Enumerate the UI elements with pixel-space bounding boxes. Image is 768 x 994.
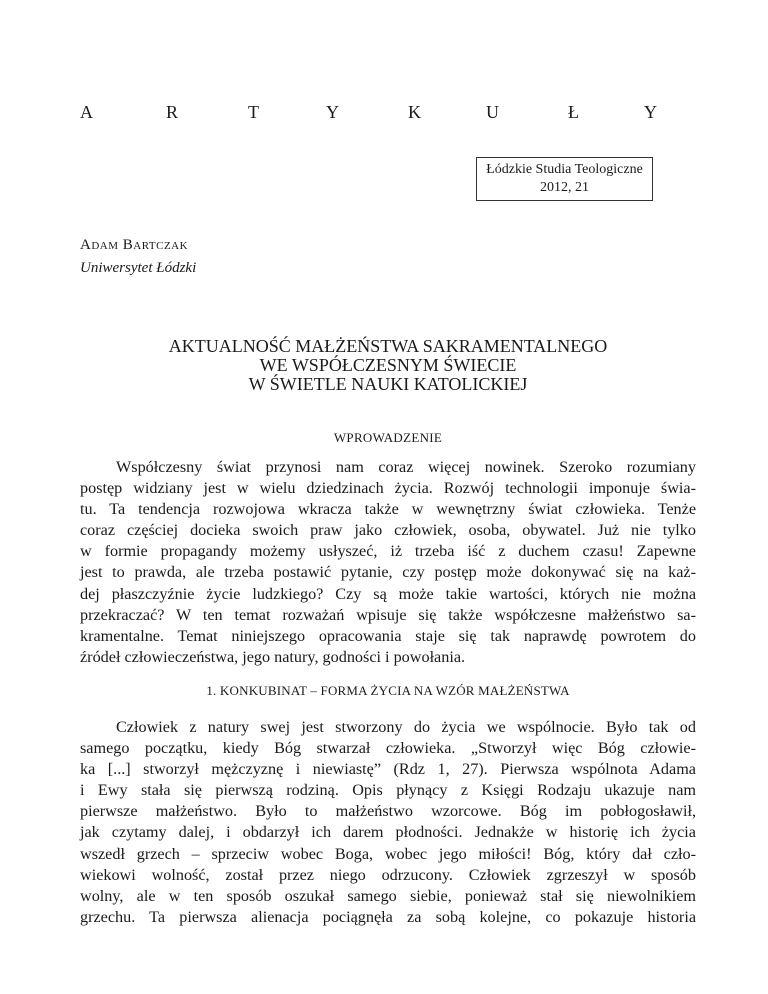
text-line: wszedł grzech – sprzeciw wobec Boga, wobec jego miłości! Bóg, który dał czło- [80,844,696,863]
author-last-rest: artczak [133,237,189,253]
text-line: tu. Ta tendencja rozwojowa wkracza także w wewnętrzny świat człowieka. Tenże [80,500,696,519]
text-line: przekraczać? W ten temat rozważań wpisuje się także współczesne małżeństwo sa- [80,605,696,624]
journal-issue: 2012, 21 [540,180,589,195]
text-line: jest to prawda, ale trzeba postawić pytanie, czy postęp może dokonywać się na każ- [80,563,696,582]
section-letter: R [166,102,179,122]
author-affiliation: Uniwersytet Łódzki [80,260,197,276]
title-line: AKTUALNOŚĆ MAŁŻEŃSTWA SAKRAMENTALNEGO [168,336,608,356]
text-line: i Ewy stała się pierwszą rodziną. Opis płynący z Księgi Rodzaju ukazuje nam [80,781,696,800]
text-line: samego początku, kiedy Bóg stwarzał człowieka. „Stworzył więc Bóg człowie- [80,739,696,758]
section-letter: K [408,102,421,122]
journal-citation-box [476,157,653,201]
text-line: dej płaszczyźnie życie ludzkiego? Czy są może takie wartości, których nie można [80,584,696,603]
section-letter: Y [644,102,657,122]
text-line: postęp widziany jest w wielu dziedzinach życia. Rozwój technologii imponuje świa- [80,479,696,498]
author-first-rest: dam [91,237,119,253]
section-label [80,102,655,126]
text-line: pierwsze małżeństwo. Było to małżeństwo wzorcowe. Bóg im pobłogosławił, [80,802,696,821]
text-line: Współczesny świat przynosi nam coraz więcej nowinek. Szeroko rozumiany [116,458,696,476]
text-line: ka [...] stworzył mężczyznę i niewiastę” (Rdz 1, 27). Pierwsza wspólnota Adama [80,760,696,779]
text-line: wiekowi wolność, został przez niego odrzucony. Człowiek zgrzeszył w sposób [80,865,696,884]
section-letter: T [248,102,259,122]
text-line: kramentalne. Temat niniejszego opracowania staje się tak naprawdę powrotem do [80,626,696,645]
author-first-initial: A [80,237,92,253]
section-letter: Ł [568,102,579,122]
intro-heading: WPROWADZENIE [333,430,443,445]
text-line: Człowiek z natury swej jest stworzony do życia we wspólnocie. Było tak od [116,718,696,736]
author-last-initial: B [122,237,134,253]
journal-name: Łódzkie Studia Teologiczne [486,162,643,177]
text-line: wolny, ale w ten sposób oszukał samego siebie, ponieważ stał się niewolnikiem [80,886,696,905]
text-line: źródeł człowieczeństwa, jego natury, godności i powołania. [80,647,466,666]
text-line: coraz częściej docieka swoich praw jako człowiek, osoba, obywatel. Już nie tylko [80,521,696,540]
author-name [80,237,188,254]
text-line: jak czytamy dalej, i obdarzył ich darem płodności. Jednakże w historię ich życia [80,823,696,842]
title-line: WE WSPÓŁCZESNYM ŚWIECIE [259,355,517,375]
section-letter: Y [326,102,339,122]
article-title [80,337,696,394]
text-line: grzechu. Ta pierwsza alienacja pociągnęła za sobą kolejne, co pokazuje historia [80,907,696,926]
section-letter: A [80,102,93,122]
section-heading: 1. KONKUBINAT – FORMA ŻYCIA NA WZÓR MAŁŻEŃSTWA [206,683,570,698]
text-line: w formie propagandy możemy usłyszeć, iż trzeba iść z duchem czasu! Zapewne [80,542,696,561]
title-line: W ŚWIETLE NAUKI KATOLICKIEJ [248,374,528,394]
section-paragraph [80,717,696,928]
section-letter: U [486,102,499,122]
intro-paragraph [80,457,696,668]
